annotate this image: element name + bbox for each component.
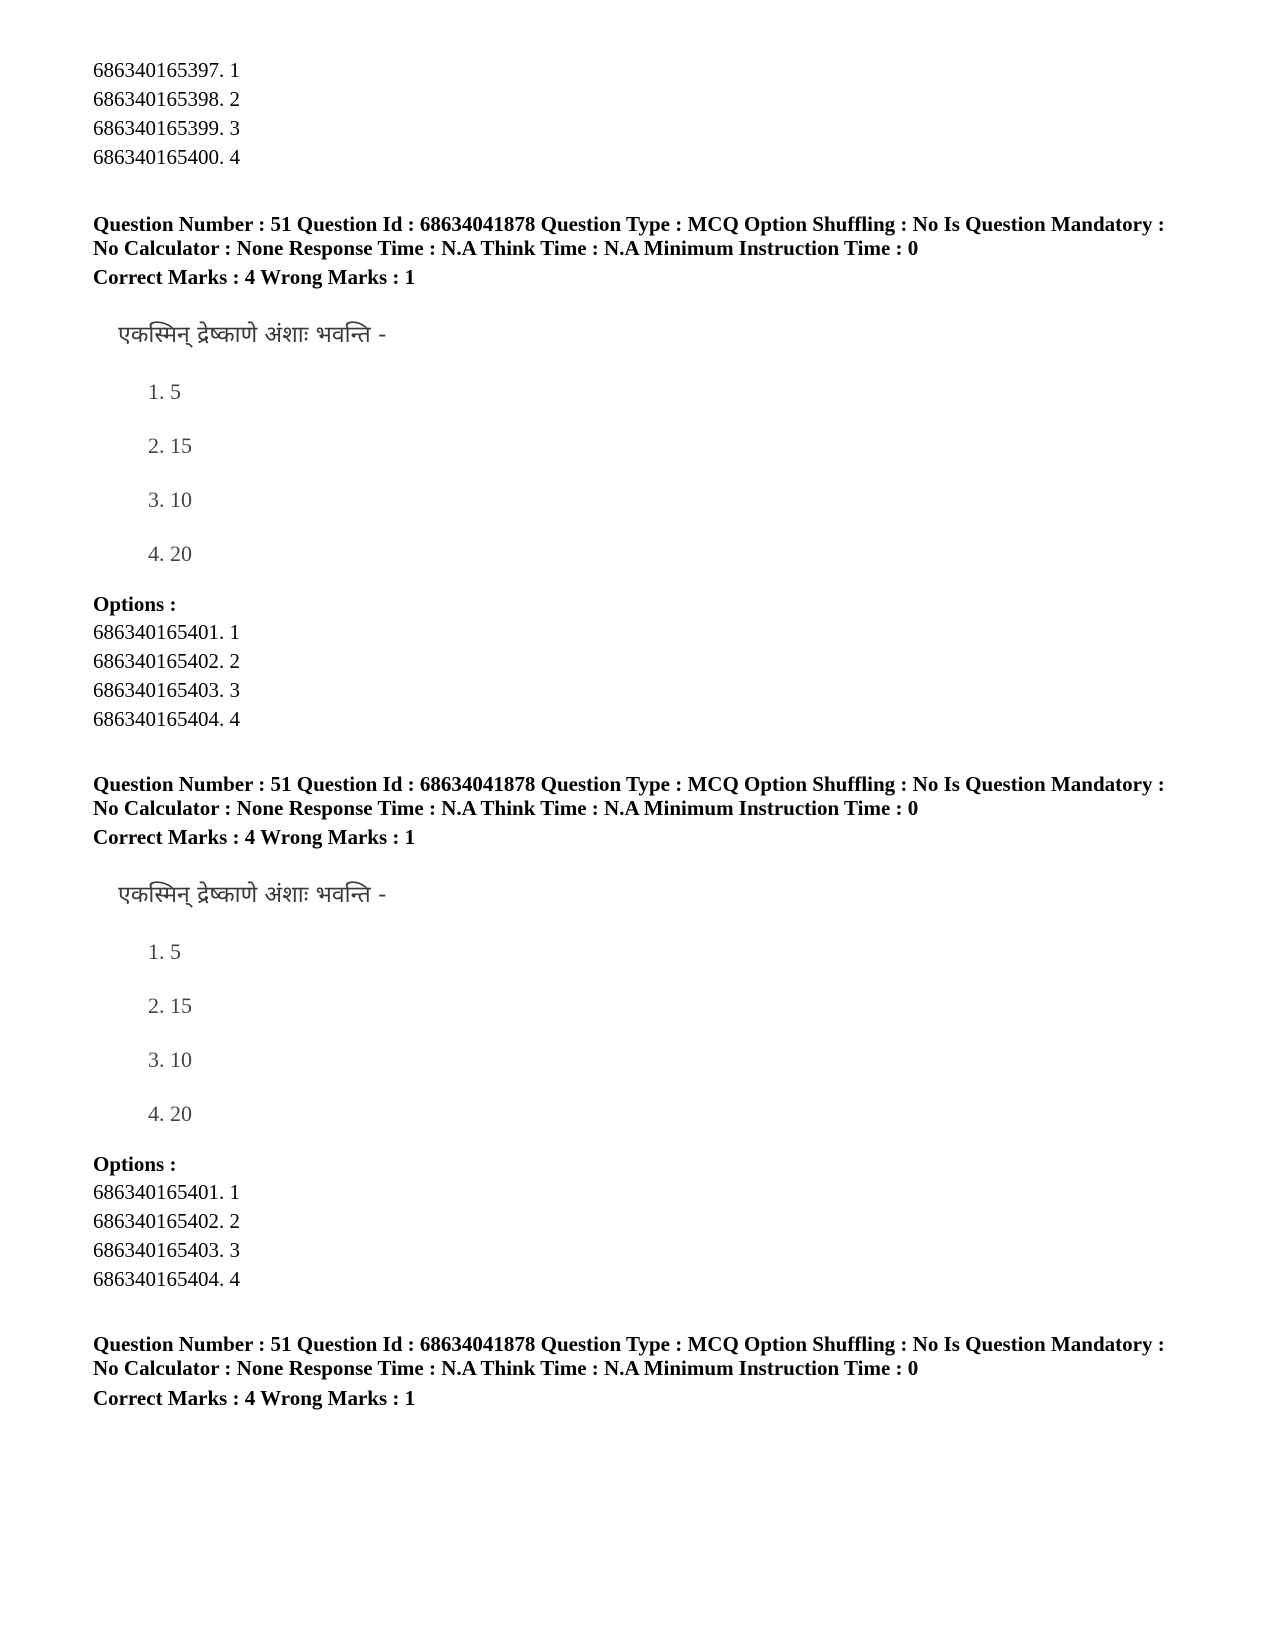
marks-line: Correct Marks : 4 Wrong Marks : 1 bbox=[93, 265, 416, 289]
question-text: एकस्मिन् द्रेष्काणे अंशाः भवन्ति - bbox=[118, 322, 387, 348]
options-label: Options : bbox=[93, 1152, 177, 1176]
choice-item: 2. 15 bbox=[148, 993, 192, 1018]
question-meta-line: No Calculator : None Response Time : N.A Think Time : N.A Minimum Instruction Time : 0 bbox=[93, 236, 919, 260]
choice-item: 2. 15 bbox=[148, 433, 192, 458]
option-item: 686340165401. 1 bbox=[93, 620, 240, 644]
choice-item: 4. 20 bbox=[148, 541, 192, 566]
question-meta-line: Question Number : 51 Question Id : 68634041878 Question Type : MCQ Option Shuffling : No Is Question Mandatory : bbox=[93, 772, 1165, 796]
question-meta-line: Question Number : 51 Question Id : 68634041878 Question Type : MCQ Option Shuffling : No Is Question Mandatory : bbox=[93, 1332, 1165, 1356]
question-text: एकस्मिन् द्रेष्काणे अंशाः भवन्ति - bbox=[118, 882, 387, 908]
option-item: 686340165401. 1 bbox=[93, 1180, 240, 1204]
choice-item: 1. 5 bbox=[148, 939, 181, 964]
option-item: 686340165403. 3 bbox=[93, 1238, 240, 1262]
option-item: 686340165400. 4 bbox=[93, 145, 240, 169]
question-meta-line: Question Number : 51 Question Id : 68634041878 Question Type : MCQ Option Shuffling : No Is Question Mandatory : bbox=[93, 212, 1165, 236]
marks-line: Correct Marks : 4 Wrong Marks : 1 bbox=[93, 825, 416, 849]
option-item: 686340165397. 1 bbox=[93, 58, 240, 82]
choice-item: 3. 10 bbox=[148, 1047, 192, 1072]
option-item: 686340165402. 2 bbox=[93, 649, 240, 673]
choice-item: 1. 5 bbox=[148, 379, 181, 404]
option-item: 686340165402. 2 bbox=[93, 1209, 240, 1233]
option-item: 686340165404. 4 bbox=[93, 707, 240, 731]
option-item: 686340165403. 3 bbox=[93, 678, 240, 702]
choice-item: 4. 20 bbox=[148, 1101, 192, 1126]
choice-item: 3. 10 bbox=[148, 487, 192, 512]
option-item: 686340165404. 4 bbox=[93, 1267, 240, 1291]
marks-line: Correct Marks : 4 Wrong Marks : 1 bbox=[93, 1386, 416, 1410]
option-item: 686340165398. 2 bbox=[93, 87, 240, 111]
option-item: 686340165399. 3 bbox=[93, 116, 240, 140]
options-label: Options : bbox=[93, 592, 177, 616]
question-meta-line: No Calculator : None Response Time : N.A Think Time : N.A Minimum Instruction Time : 0 bbox=[93, 1356, 919, 1380]
question-meta-line: No Calculator : None Response Time : N.A Think Time : N.A Minimum Instruction Time : 0 bbox=[93, 796, 919, 820]
